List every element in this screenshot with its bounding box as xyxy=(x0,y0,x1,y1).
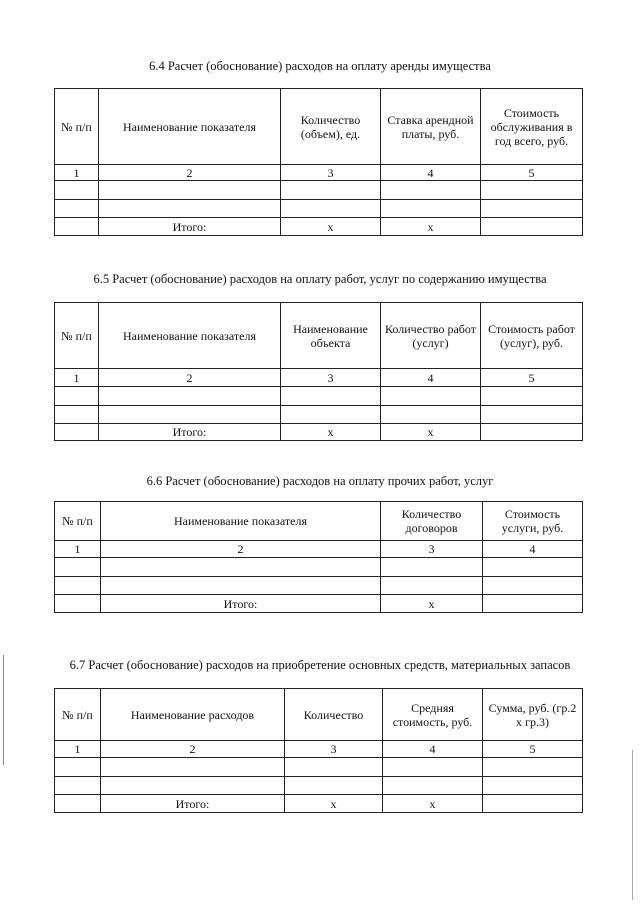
column-number: 2 xyxy=(99,165,281,181)
cell xyxy=(481,181,583,200)
cell xyxy=(381,406,481,424)
column-number-row xyxy=(55,369,583,387)
table-row xyxy=(55,200,583,218)
cell xyxy=(99,181,281,200)
column-number: 3 xyxy=(381,541,483,558)
cell xyxy=(281,387,381,406)
cell xyxy=(55,595,101,613)
column-number: 1 xyxy=(55,741,101,758)
table-row xyxy=(55,777,583,795)
header-cell: Средняя стоимость, руб. xyxy=(383,689,483,741)
column-number: 1 xyxy=(55,165,99,181)
table-row xyxy=(55,387,583,406)
cell xyxy=(55,406,99,424)
total-row xyxy=(55,595,583,613)
cell xyxy=(55,758,101,777)
total-label: Итого: xyxy=(101,795,285,813)
scan-edge-mark xyxy=(3,655,4,765)
column-number: 4 xyxy=(381,369,481,387)
header-cell: Ставка арендной платы, руб. xyxy=(381,89,481,165)
header-cell: Стоимость работ (услуг), руб. xyxy=(481,303,583,369)
scan-edge-mark xyxy=(632,750,633,900)
column-number: 5 xyxy=(481,369,583,387)
total-row xyxy=(55,218,583,236)
cell xyxy=(381,200,481,218)
column-number: 2 xyxy=(101,541,381,558)
column-number: 3 xyxy=(281,165,381,181)
cell xyxy=(381,181,481,200)
column-number: 3 xyxy=(281,369,381,387)
total-row xyxy=(55,424,583,441)
cell xyxy=(381,558,483,577)
column-number: 4 xyxy=(381,165,481,181)
table-header-row xyxy=(55,502,583,541)
header-cell: Наименование показателя xyxy=(101,502,381,541)
cell xyxy=(55,424,99,441)
cell xyxy=(101,777,285,795)
total-label: Итого: xyxy=(99,424,281,441)
cell xyxy=(381,577,483,595)
cell xyxy=(285,758,383,777)
table-header-row xyxy=(55,89,583,165)
section-6-4-title: 6.4 Расчет (обоснование) расходов на оплату аренды имущества xyxy=(149,59,491,73)
maintenance-cost-table xyxy=(54,302,583,441)
cell xyxy=(483,777,583,795)
cell xyxy=(483,595,583,613)
section-6-6-title: 6.6 Расчет (обоснование) расходов на оплату прочих работ, услуг xyxy=(146,474,494,488)
cell xyxy=(55,218,99,236)
cell xyxy=(55,777,101,795)
header-cell: Стоимость обслуживания в год всего, руб. xyxy=(481,89,583,165)
total-row xyxy=(55,795,583,813)
cell xyxy=(55,577,101,595)
cell xyxy=(481,218,583,236)
cell xyxy=(481,406,583,424)
column-number-row xyxy=(55,741,583,758)
column-number: 1 xyxy=(55,369,99,387)
cell xyxy=(483,795,583,813)
total-mark: х xyxy=(281,218,381,236)
total-label: Итого: xyxy=(99,218,281,236)
header-cell: Наименование показателя xyxy=(99,303,281,369)
cell xyxy=(483,758,583,777)
cell xyxy=(99,200,281,218)
column-number: 5 xyxy=(483,741,583,758)
column-number-row xyxy=(55,165,583,181)
column-number: 4 xyxy=(483,541,583,558)
cell xyxy=(481,424,583,441)
cell xyxy=(101,558,381,577)
total-mark: х xyxy=(381,595,483,613)
cell xyxy=(281,200,381,218)
fixed-assets-cost-table xyxy=(54,688,583,813)
cell xyxy=(483,558,583,577)
cell xyxy=(55,795,101,813)
header-cell: Количество xyxy=(285,689,383,741)
header-cell: Сумма, руб. (гр.2 х гр.3) xyxy=(483,689,583,741)
table-row xyxy=(55,758,583,777)
header-cell: № п/п xyxy=(55,502,101,541)
total-mark: х xyxy=(383,795,483,813)
cell xyxy=(481,387,583,406)
cell xyxy=(483,577,583,595)
column-number-row xyxy=(55,541,583,558)
other-services-cost-table xyxy=(54,501,583,613)
header-cell: Количество (объем), ед. xyxy=(281,89,381,165)
header-cell: № п/п xyxy=(55,303,99,369)
cell xyxy=(381,387,481,406)
cell xyxy=(99,387,281,406)
column-number: 2 xyxy=(99,369,281,387)
table-row xyxy=(55,577,583,595)
cell xyxy=(281,181,381,200)
table-header-row xyxy=(55,689,583,741)
cell xyxy=(383,758,483,777)
cell xyxy=(55,200,99,218)
total-mark: х xyxy=(281,424,381,441)
cell xyxy=(383,777,483,795)
cell xyxy=(55,558,101,577)
total-mark: х xyxy=(285,795,383,813)
cell xyxy=(285,777,383,795)
table-row xyxy=(55,558,583,577)
table-row xyxy=(55,181,583,200)
column-number: 1 xyxy=(55,541,101,558)
total-mark: х xyxy=(381,424,481,441)
header-cell: Количество работ (услуг) xyxy=(381,303,481,369)
cell xyxy=(281,406,381,424)
table-header-row xyxy=(55,303,583,369)
cell xyxy=(101,577,381,595)
column-number: 5 xyxy=(481,165,583,181)
cell xyxy=(55,181,99,200)
cell xyxy=(481,200,583,218)
total-label: Итого: xyxy=(101,595,381,613)
cell xyxy=(101,758,285,777)
rent-cost-table xyxy=(54,88,583,236)
header-cell: Наименование расходов xyxy=(101,689,285,741)
total-mark: х xyxy=(381,218,481,236)
header-cell: № п/п xyxy=(55,89,99,165)
column-number: 2 xyxy=(101,741,285,758)
cell xyxy=(99,406,281,424)
header-cell: Наименование объекта xyxy=(281,303,381,369)
header-cell: Количество договоров xyxy=(381,502,483,541)
section-6-7-title: 6.7 Расчет (обоснование) расходов на приобретение основных средств, материальных запасов xyxy=(69,658,571,672)
table-row xyxy=(55,406,583,424)
header-cell: № п/п xyxy=(55,689,101,741)
column-number: 3 xyxy=(285,741,383,758)
column-number: 4 xyxy=(383,741,483,758)
header-cell: Наименование показателя xyxy=(99,89,281,165)
section-6-5-title: 6.5 Расчет (обоснование) расходов на оплату работ, услуг по содержанию имущества xyxy=(93,272,547,286)
cell xyxy=(55,387,99,406)
header-cell: Стоимость услуги, руб. xyxy=(483,502,583,541)
